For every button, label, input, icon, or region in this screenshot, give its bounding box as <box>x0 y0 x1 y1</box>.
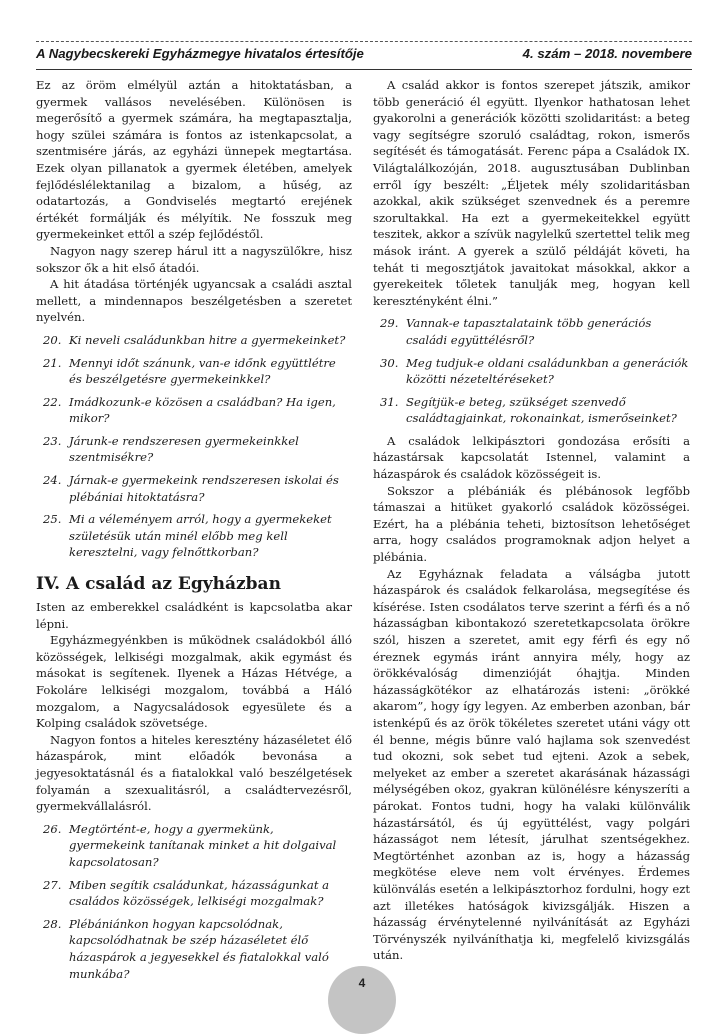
question-number: 22. <box>43 394 62 409</box>
left-column <box>36 77 352 988</box>
question-item <box>36 821 352 871</box>
paragraph: Sokszor a plébániák és plébánosok legfőbb támaszai a hitüket gyakorló családok közösségei. Ezért, ha a plébánia teheti, biztosítson lehetőséget arra, hogy családos programoknak adjon helyet a plébánia. <box>373 483 690 565</box>
paragraph: A családok lelkipásztori gondozása erősíti a házastársak kapcsolatát Istennel, valamint a házaspárok és családok közösségeit is. <box>373 433 690 482</box>
paragraph: Ez az öröm elmélyül aztán a hitoktatásban, a gyermek vallásos nevelésében. Különösen is megerősítő a gyermek számára, ha megtapasztalja, hogy szülei számára is fontos az istenkapcsolat, a szentmisére járás, az egyházi ünnepek megtartása. Ezek olyan pillanatok a gyermek életében, amelyek fejlődéslélektanilag a bizalom, a hűség, az odatartozás, a Gondviselés megtartó erejének értékét formálják és mélyítik. Ne fosszuk meg gyermekeinket ettől a szép fejlődéstől. <box>36 78 352 242</box>
question-item <box>36 355 352 388</box>
question-item <box>36 877 352 910</box>
question-item <box>36 472 352 505</box>
question-text: Miben segítik családunkat, házasságunkat a családos közösségek, lelkiségi mozgalmak? <box>69 877 330 909</box>
publication-title: A Nagybecskereki Egyházmegye hivatalos értesítője <box>36 46 364 61</box>
right-column <box>373 77 690 964</box>
question-text: Megtörtént-e, hogy a gyermekünk, gyermekeink tanítanak minket a hit dolgaival kapcsolatosan? <box>69 821 337 869</box>
question-item <box>36 511 352 561</box>
question-text: Segítjük-e beteg, szükséget szenvedő családtagjainkat, rokonainkat, ismerőseinket? <box>406 394 677 426</box>
paragraph: Nagyon nagy szerep hárul itt a nagyszülőkre, hisz sokszor ők a hit első átadói. <box>36 243 352 275</box>
question-number: 27. <box>43 877 62 892</box>
paragraph: A család akkor is fontos szerepet játszik, amikor több generáció él együtt. Ilyenkor hathatosan lehet gyakorolni a generációk közötti szolidaritást: a beteg vagy segítségre szoruló családtag, rokon, ismerős segítését és támogatását. Ferenc pápa a Családok IX. Világtalálkozóján, 2018. augusztusában Dublinban erről így beszélt: „Éljetek mély szolidaritásban azokkal, akik szükséget szenvednek és a peremre szorultakkal. Ha ezt a gyermekeitekkel együtt teszitek, akkor a szívük nagylelkű szertettel telik meg mások iránt. A gyerek a szülő példáját követi, ha tehát ti megosztjátok javaitokat másokkal, akkor a gyerekeitek tőletek tanulják meg, hogyan kell keresztényként élni.” <box>373 78 690 308</box>
issue-date: 4. szám – 2018. novembere <box>522 46 692 61</box>
paragraph: Isten az emberekkel családként is kapcsolatba akar lépni. <box>36 600 352 631</box>
paragraph: Nagyon fontos a hiteles keresztény házaséletet élő házaspárok, mint előadók bevonása a jegyesoktatásnál és a fiatalokkal való beszélgetések folyamán a szexualitásról, a családtervezésről, gyermekvállalásról. <box>36 732 352 814</box>
header-rule <box>36 69 692 70</box>
question-item <box>36 332 352 349</box>
header-dashed-rule <box>36 41 692 42</box>
question-number: 30. <box>380 355 399 370</box>
question-number: 23. <box>43 433 62 448</box>
question-item <box>36 394 352 427</box>
question-number: 21. <box>43 355 62 370</box>
question-text: Vannak-e tapasztalataink több generációs családi együttélésről? <box>406 316 652 347</box>
question-text: Ki neveli családunkban hitre a gyermekeinket? <box>69 332 346 347</box>
paragraph: A hit átadása történjék ugyancsak a családi asztal mellett, a mindennapos beszélgetésben a szeretet nyelvén. <box>36 277 352 325</box>
question-text: Plébániánkon hogyan kapcsolódnak, kapcsolódhatnak be szép házaséletet élő házaspárok a jegyesekkel és fiatalokkal való munkába? <box>69 916 329 981</box>
question-text: Imádkozunk-e közösen a családban? Ha igen, mikor? <box>69 394 336 426</box>
question-number: 29. <box>380 316 399 331</box>
question-number: 20. <box>43 332 62 347</box>
question-number: 28. <box>43 916 62 931</box>
question-text: Járunk-e rendszeresen gyermekeinkkel szentmisékre? <box>69 433 299 465</box>
question-number: 25. <box>43 512 62 527</box>
paragraph: Az Egyháznak feladata a válságba jutott házaspárok és családok felkarolása, megsegítése és kísérése. Isten csodálatos terve szerint a férfi és a nő házasságban kibontakozó szeretetkapcsolata örökre szól, hiszen a szeretet, amit egy férfi és egy nő éreznek egymás iránt annyira mély, hogy az örökkévalóság dimenzióját óhajtja. Minden házasságkötékor az elhatározás isteni: „örökké akarom”, hogy így legyen. Az emberben azonban, bár istenképű és az örök tökéletes szeretet utáni vágy ott él benne, mégis bűnre való hajlama sok szenvedést tud okozni, sok sebet tud ejteni. Azok a sebek, melyeket az ember a szeretet akarásának házassági mélységében okoz, gyakran különélésre kényszeríti a párokat. Fontos tudni, hogy ha valaki különválik házastársától, és új együttélést, vagy polgári házasságot nem létesít, járulhat szentségekhez. Megtörténhet azonban az is, hogy a házasság megkötése eleve nem volt érvényes. Érdemes különválás esetén a lelkipásztorhoz fordulni, hogy ezt azt illetékes hatóságok kivizsgálják. Hiszen a házasság érvénytelenné nyilvánítását az Egyházi Törvényszék nyilváníthatja ki, megfelelő kivizsgálás után. <box>373 566 690 963</box>
question-text: Mi a véleményem arról, hogy a gyermekeket születésük után minél előbb meg kell keresztelni, vagy felnőttkorban? <box>69 512 332 560</box>
question-item <box>36 433 352 466</box>
paragraph: Egyházmegyénkben is működnek családokból álló közösségek, lelkiségi mozgalmak, akik egymást és másokat is segítenek. Ilyenek a Házas Hétvége, a Fokoláre lelkiségi mozgalom, továbbá a Háló mozgalom, a Nagycsaládosok egyesülete és a Kolping családok szövetsége. <box>36 633 352 731</box>
question-item <box>36 916 352 982</box>
page-number: 4 <box>358 976 366 990</box>
section-heading: IV. A család az Egyházban <box>36 574 281 595</box>
question-text: Mennyi időt szánunk, van-e időnk együttlétre és beszélgetésre gyermekeinkkel? <box>69 355 336 387</box>
question-number: 26. <box>43 821 62 836</box>
question-text: Járnak-e gyermekeink rendszeresen iskolai és plébániai hitoktatásra? <box>69 473 339 504</box>
question-item <box>373 394 690 427</box>
question-item <box>373 355 690 388</box>
question-text: Meg tudjuk-e oldani családunkban a generációk közötti nézeteltéréseket? <box>406 355 689 387</box>
question-number: 31. <box>380 394 399 409</box>
question-number: 24. <box>43 473 62 488</box>
question-item <box>373 315 690 348</box>
running-header <box>36 46 692 66</box>
